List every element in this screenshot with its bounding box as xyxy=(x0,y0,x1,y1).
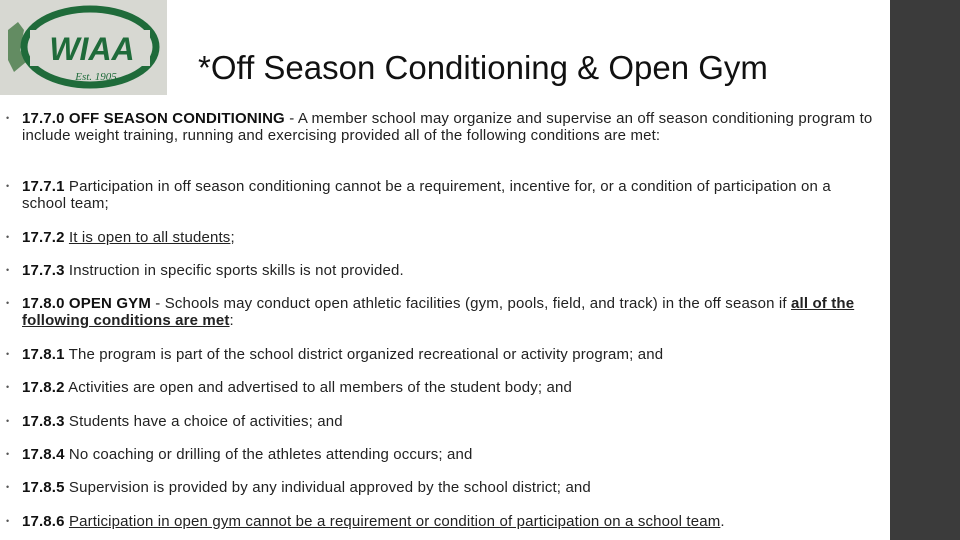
rule-number: 17.8.2 xyxy=(22,379,65,396)
rule-number: 17.7.2 xyxy=(22,229,65,246)
rule-number: 17.8.3 xyxy=(22,413,65,430)
list-item xyxy=(6,346,877,363)
list-item xyxy=(6,295,877,329)
rule-number: 17.8.1 xyxy=(22,346,65,363)
list-item xyxy=(6,379,877,396)
list-item xyxy=(6,110,877,144)
rule-text-underlined: It is open to all students xyxy=(68,229,231,246)
bullet-icon: • xyxy=(6,416,10,426)
rule-text-end: : xyxy=(229,312,234,329)
list-item xyxy=(6,178,877,212)
bullet-icon: • xyxy=(6,516,10,526)
rule-text-end: ; xyxy=(230,229,235,246)
rule-text: - A member school may organize and supervise an off season conditioning program to include weight training, running and exercising provided all of the following conditions are met: xyxy=(22,110,873,144)
rule-number: 17.7.0 OFF SEASON CONDITIONING xyxy=(22,110,285,127)
slide-title: *Off Season Conditioning & Open Gym xyxy=(198,49,768,86)
rule-number: 17.8.4 xyxy=(22,446,65,463)
bullet-icon: • xyxy=(6,265,10,275)
bullet-icon: • xyxy=(6,482,10,492)
list-item xyxy=(6,446,877,463)
rule-text: No coaching or drilling of the athletes attending occurs; and xyxy=(64,446,473,463)
right-sidebar xyxy=(890,0,960,540)
list-item xyxy=(6,479,877,496)
rule-text-underlined: Participation in open gym cannot be a requirement or condition of participation on a school team xyxy=(68,513,721,530)
rule-text: Activities are open and advertised to all members of the student body; and xyxy=(64,379,572,396)
rule-number: 17.7.1 xyxy=(22,178,65,195)
list-item xyxy=(6,413,877,430)
rule-text: Instruction in specific sports skills is not provided. xyxy=(64,262,404,279)
list-item xyxy=(6,513,877,530)
wiaa-logo-mark xyxy=(0,0,167,95)
rule-number: 17.7.3 xyxy=(22,262,65,279)
bullet-icon: • xyxy=(6,449,10,459)
bullet-icon: • xyxy=(6,181,10,191)
rule-text-end: . xyxy=(720,513,725,530)
wiaa-logo xyxy=(0,0,167,95)
logo-text: WIAA xyxy=(49,31,135,67)
rule-text: - Schools may conduct open athletic facilities (gym, pools, field, and track) in the off season if xyxy=(150,295,792,312)
rule-text: Supervision is provided by any individual approved by the school district; and xyxy=(64,479,591,496)
rule-text: The program is part of the school district organized recreational or activity program; and xyxy=(64,346,664,363)
rule-text: Participation in off season conditioning cannot be a requirement, incentive for, or a condition of participation on a school team; xyxy=(22,178,831,212)
list-item xyxy=(6,229,877,246)
bullet-icon: • xyxy=(6,113,10,123)
rule-text-emphasis: all of the following conditions are met xyxy=(22,295,855,329)
rule-number: 17.8.6 xyxy=(22,513,65,530)
list-item xyxy=(6,262,877,279)
bullet-icon: • xyxy=(6,232,10,242)
bullet-icon: • xyxy=(6,382,10,392)
bullet-icon: • xyxy=(6,298,10,308)
logo-est: Est. 1905 xyxy=(75,71,117,83)
rule-text: Students have a choice of activities; and xyxy=(64,413,343,430)
rule-number: 17.8.5 xyxy=(22,479,65,496)
rule-number: 17.8.0 OPEN GYM xyxy=(22,295,151,312)
bullet-icon: • xyxy=(6,349,10,359)
